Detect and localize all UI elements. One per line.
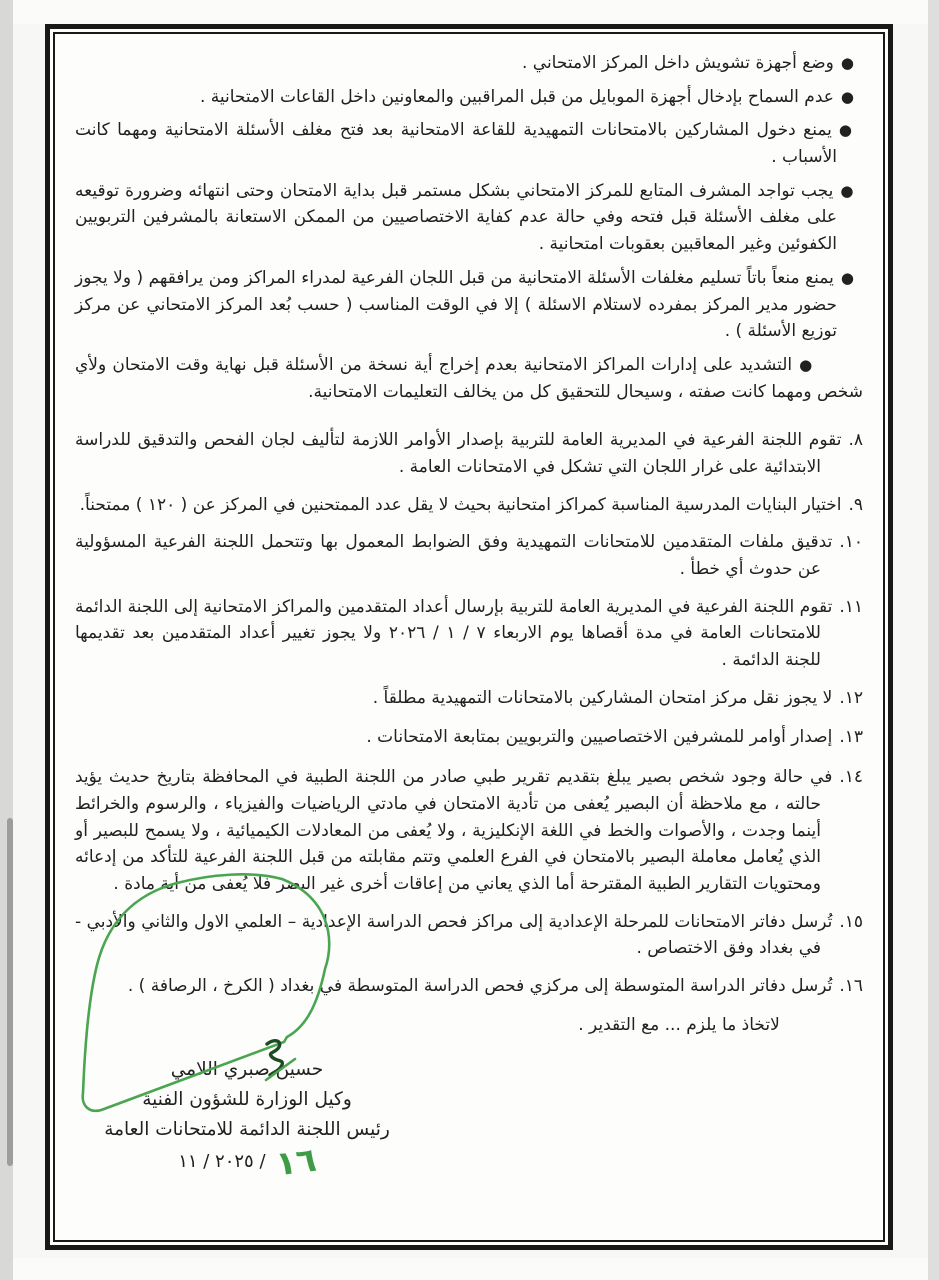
numbered-item-12 (75, 685, 863, 712)
bullet-item-1 (75, 50, 863, 77)
item-number: ١٣. (839, 727, 863, 748)
numbered-list (75, 427, 863, 999)
bullet-text: وضع أجهزة تشويش داخل المركز الامتحاني . (521, 53, 834, 73)
closing-line: لاتخاذ ما يلزم ... مع التقدير . (578, 1014, 780, 1035)
numbered-item-13 (75, 724, 863, 751)
item-text: تُرسل دفاتر الدراسة المتوسطة إلى مركزي فحص الدراسة المتوسطة في بغداد ( الكرخ ، الرصافة ) . (127, 975, 833, 996)
bullet-text: عدم السماح بإدخال أجهزة الموبايل من قبل المراقبين والمعاونين داخل القاعات الامتحانية . (199, 86, 834, 107)
item-text: اختيار البنايات المدرسية المناسبة كمراكز امتحانية بحيث لا يقل عدد الممتحنين في المركز عن ( ١٢٠ ) ممتحناً. (79, 494, 842, 515)
handwritten-day-green: ١٦ (273, 1139, 318, 1184)
item-number: ١٠. (839, 532, 863, 553)
item-text: تقوم اللجنة الفرعية في المديرية العامة للتربية بإصدار الأوامر اللازمة لتأليف لجان الفحص والتدقيق للدراسة الابتدائية على غرار اللجان التي تشكل في الامتحانات العامة . (75, 430, 842, 477)
bullet-item-3 (75, 117, 863, 170)
bullet-text: يمنع منعاً باتاً تسليم مغلفات الأسئلة الامتحانية من قبل اللجان الفرعية لمدراء المراكز ومن يرافقهم ( ولا يجوز حضور مدير المركز بمفرده لاستلام الاسئلة ) إلا في الوقت المناسب ( حسب بُعد المركز الامتحاني عن مركز توزيع الأسئلة ) . (75, 267, 837, 342)
bullet-text: يمنع دخول المشاركين بالامتحانات التمهيدية للقاعة الامتحانية بعد فتح مغلف الأسئلة الامتحانية ومهما كانت الأسباب . (75, 120, 837, 168)
page-border-frame (45, 24, 893, 1250)
item-text: لا يجوز نقل مركز امتحان المشاركين بالامتحانات التمهيدية مطلقاً . (372, 687, 833, 708)
item-number: ١٢. (839, 687, 863, 708)
bullet-dot-icon: ● (840, 268, 854, 287)
bullet-dot-icon: ● (840, 87, 854, 106)
numbered-item-11 (75, 594, 863, 674)
item-text: تقوم اللجنة الفرعية في المديرية العامة للتربية بإرسال أعداد المتقدمين والمراكز الامتحانية إلى اللجنة الدائمة للامتحانات العامة في مدة أقصاها يوم الاربعاء ٧ / ١ / ٢٠٢٦ ولا يجوز تغيير أعداد المتقدمين بعد تقديمها للجنة الدائمة . (75, 596, 833, 671)
signatory-name: حسين صبري اللامي (170, 1059, 324, 1081)
bullet-text: يجب تواجد المشرف المتابع للمركز الامتحاني بشكل مستمر قبل بداية الامتحان وحتى انتهائه وضرورة توقيعه على مغلف الأسئلة قبل فتحه وفي حالة عدم كفاية الاختصاصيين من الممكن الاستعانة بالمشرفين التربويين الكفوئين وغير المعاقبين بعقوبات امتحانية . (75, 180, 837, 255)
numbered-item-8 (75, 427, 863, 480)
numbered-item-14 (75, 764, 863, 897)
bullet-dot-icon: ● (840, 181, 854, 200)
item-number: ٨. (848, 430, 863, 451)
signature-block (77, 1055, 417, 1184)
item-number: ٩. (848, 494, 863, 515)
item-number: ١٦. (839, 975, 863, 996)
item-number: ١١. (839, 596, 863, 617)
bullet-dot-icon: ● (840, 54, 854, 72)
item-text: إصدار أوامر للمشرفين الاختصاصيين والتربويين بمتابعة الامتحانات . (366, 727, 833, 748)
date-printed: ٢٠٢٥ / ١١ / (178, 1151, 266, 1173)
item-text: تُرسل دفاتر الامتحانات للمرحلة الإعدادية إلى مراكز فحص الدراسة الإعدادية – العلمي الاول والثاني والأدبي - في بغداد وفق الاختصاص . (75, 911, 833, 959)
bullet-dot-icon: ● (799, 355, 813, 374)
scan-edge-right (928, 0, 939, 1280)
bullet-list (75, 50, 863, 405)
bullet-dot-icon: ● (838, 121, 855, 140)
signatory-title-2: رئيس اللجنة الدائمة للامتحانات العامة (104, 1119, 390, 1141)
signatory-title-1: وكيل الوزارة للشؤون الفنية (142, 1089, 352, 1111)
bullet-item-4 (75, 178, 863, 258)
page-content (53, 32, 885, 1242)
item-number: ١٥. (839, 911, 863, 932)
bullet-item-2 (75, 84, 863, 111)
numbered-item-15 (75, 909, 863, 962)
item-text: في حالة وجود شخص بصير يبلغ بتقديم تقرير طبي صادر من اللجنة الطبية في المحافظة بتاريخ حديث يؤيد حالته ، مع ملاحظة أن البصير يُعفى من تأدية الامتحان في مادتي الرياضيات والفيزياء ، والرسوم والخرائط أينما وجدت ، والأصوات والخط في اللغة الإنكليزية ، ولا يُعفى من المعادلات الكيميائية ، ولا يسمح للبصير أو الذي يُعامل معاملة البصير بالامتحان في الفرع العلمي وتتم مقابلته من قبل اللجنة الفرعية للتأكد من إدعائه ومحتويات التقارير الطبية المقترحة أما الذي يعاني من إعاقات أخرى غير البصر فلا يُعفى من أية مادة . (75, 767, 833, 894)
scan-margin-bottom (13, 1258, 928, 1280)
bullet-item-5 (75, 265, 863, 345)
numbered-item-9 (75, 492, 863, 519)
numbered-item-10 (75, 529, 863, 582)
scan-edge-shadow (7, 818, 13, 1166)
bullet-text: التشديد على إدارات المراكز الامتحانية بعدم إخراج أية نسخة من الأسئلة قبل نهاية وقت الامتحان ولأي شخص ومهما كانت صفته ، وسيحال للتحقيق كل من يخالف التعليمات الامتحانية. (75, 354, 863, 402)
item-text: تدقيق ملفات المتقدمين للامتحانات التمهيدية وفق الضوابط المعمول بها وتتحمل اللجنة الفرعية المسؤولية عن حدوث أي خطأ . (75, 532, 833, 579)
bullet-item-6 (75, 352, 863, 405)
date-line (77, 1139, 417, 1184)
numbered-item-16 (75, 973, 863, 1000)
item-number: ١٤. (839, 767, 863, 788)
scan-margin-top (13, 0, 928, 24)
